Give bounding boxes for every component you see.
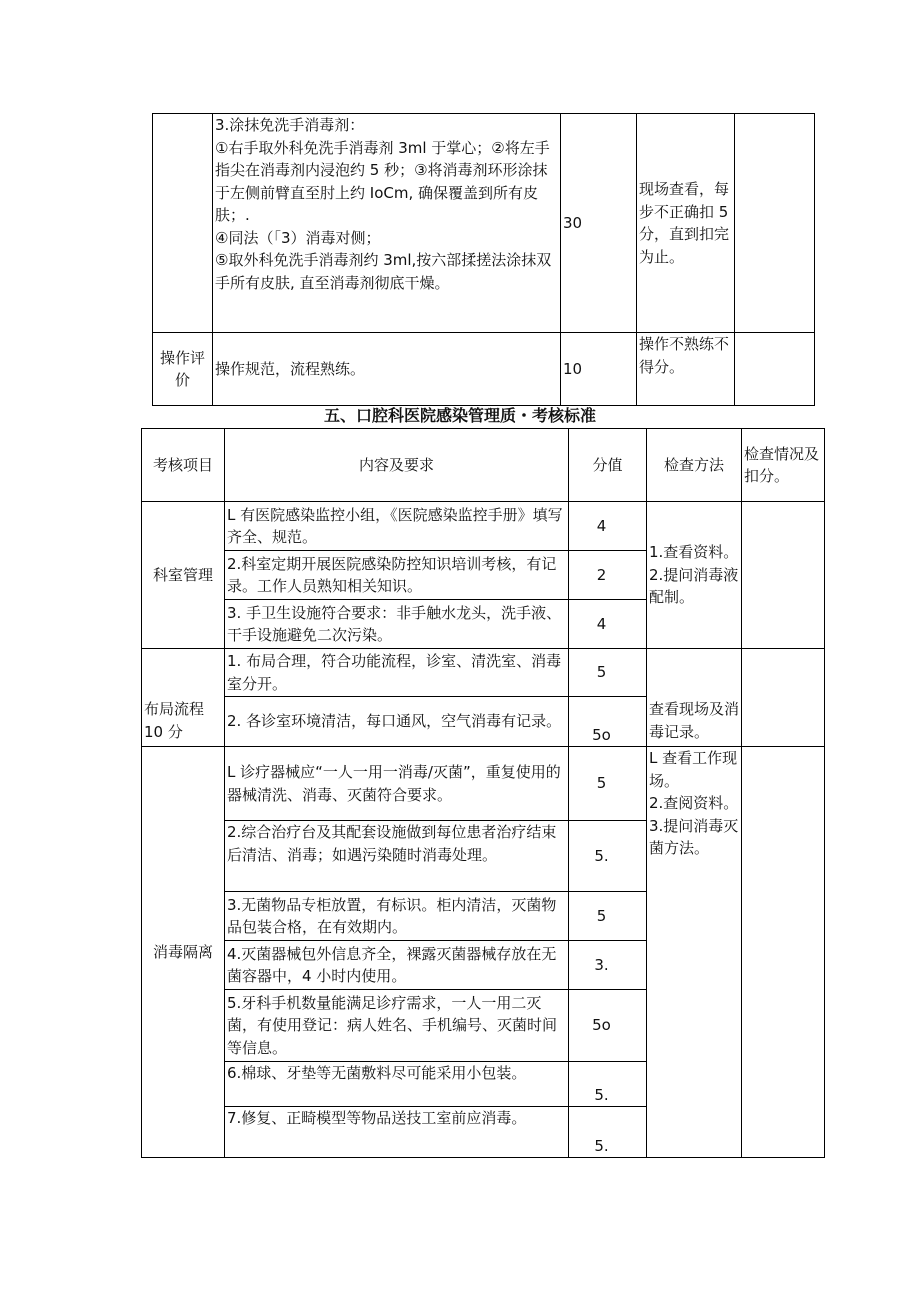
content-cell: 2.综合治疗台及其配套设施做到每位患者治疗结束后清洁、消毒；如遇污染随时消毒处理。: [225, 821, 569, 892]
score-cell: 2: [569, 551, 647, 600]
method-cell: [647, 502, 742, 649]
score-cell: 5o: [569, 990, 647, 1062]
score-cell: 30: [561, 114, 637, 333]
item-cell: [153, 114, 213, 333]
content-cell: 6.棉球、牙垫等无菌敷料尽可能采用小包装。: [225, 1062, 569, 1107]
score-cell: 5.: [569, 1062, 647, 1107]
content-cell: 4.灭菌器械包外信息齐全，裸露灭菌器械存放在无菌容器中，4 小时内使用。: [225, 941, 569, 990]
header-method: 检查方法: [647, 429, 742, 502]
score-cell: 5.: [569, 821, 647, 892]
score-cell: 5: [569, 649, 647, 697]
item-cell: 操作评价: [153, 333, 213, 406]
content-cell: 3.无菌物品专柜放置，有标识。柜内清洁，灭菌物品包装合格，在有效期内。: [225, 892, 569, 941]
table-hand-disinfection: [152, 113, 815, 406]
result-cell: [742, 502, 825, 649]
table-row: [142, 649, 825, 697]
score-cell: 5o: [569, 697, 647, 747]
method-cell: [647, 649, 742, 747]
item-cell: 布局流程 10 分: [142, 649, 225, 747]
method-line: 1.查看资料。: [649, 543, 739, 562]
method-line: 查看现场及消毒记录。: [649, 700, 740, 741]
content-cell: L 诊疗器械应“一人一用一消毒/灭菌”，重复使用的器械清洗、消毒、灭菌符合要求。: [225, 747, 569, 821]
content-cell: 1. 布局合理，符合功能流程，诊室、清洗室、消毒室分开。: [225, 649, 569, 697]
content-cell: 5.牙科手机数量能满足诊疗需求，一人一用二灭菌，有使用登记：病人姓名、手机编号、灭菌时间等信息。: [225, 990, 569, 1062]
header-score: 分值: [569, 429, 647, 502]
table-row: [142, 502, 825, 551]
content-line: ④同法（「3）消毒对侧；: [215, 228, 381, 247]
content-line: ⑤取外科免洗手消毒剂约 3ml,按六部揉搓法涂抹双手所有皮肤, 直至消毒剂彻底干燥。: [215, 251, 552, 292]
method-line: 2.查阅资料。: [649, 794, 739, 812]
score-cell: 4: [569, 600, 647, 649]
score-cell: 3.: [569, 941, 647, 990]
section-title: 五、口腔科医院感染管理质・考核标准: [323, 406, 596, 425]
content-cell: 操作规范，流程熟练。: [213, 333, 561, 406]
table-row: [153, 114, 815, 333]
header-item: 考核项目: [142, 429, 225, 502]
content-line: ①右手取外科免洗手消毒剂 3ml 于掌心；②将左手指尖在消毒剂内浸泡约 5 秒；③将消毒剂环形涂抹于左侧前臂直至肘上约 IoCm, 确保覆盖到所有皮肤；.: [215, 138, 550, 224]
item-cell: 消毒隔离: [142, 747, 225, 1158]
item-cell: 科室管理: [142, 502, 225, 649]
content-cell: 2.科室定期开展医院感染防控知识培训考核，有记录。工作人员熟知相关知识。: [225, 551, 569, 600]
content-cell: 7.修复、正畸模型等物品送技工室前应消毒。: [225, 1107, 569, 1158]
method-cell: 操作不熟练不得分。: [637, 333, 735, 406]
header-content: 内容及要求: [225, 429, 569, 502]
table-row: [142, 747, 825, 821]
method-cell: 现场查看，每步不正确扣 5 分，直到扣完为止。: [637, 114, 735, 333]
result-cell: [735, 114, 815, 333]
result-cell: [735, 333, 815, 406]
header-row: [142, 429, 825, 502]
method-cell: [647, 747, 742, 1158]
score-cell: 10: [561, 333, 637, 406]
score-cell: 4: [569, 502, 647, 551]
content-cell: 2. 各诊室环境清洁，每口通风，空气消毒有记录。: [225, 697, 569, 747]
header-result: 检查情况及扣分。: [742, 429, 825, 502]
score-cell: 5.: [569, 1107, 647, 1158]
content-cell: 3. 手卫生设施符合要求：非手触水龙头，洗手液、干手设施避免二次污染。: [225, 600, 569, 649]
result-cell: [742, 649, 825, 747]
result-cell: [742, 747, 825, 1158]
content-line: 3.涂抹免洗手消毒剂：: [215, 116, 365, 134]
table-row: [153, 333, 815, 406]
method-line: 2.提问消毒液配制。: [649, 565, 739, 607]
method-line: 3.提问消毒灭菌方法。: [649, 816, 739, 857]
score-cell: 5: [569, 892, 647, 941]
method-line: L 查看工作现场。: [649, 749, 738, 790]
score-cell: 5: [569, 747, 647, 821]
content-cell: L 有医院感染监控小组，《医院感染监控手册》填写齐全、规范。: [225, 502, 569, 551]
table-oral-infection-standard: [141, 428, 825, 1158]
content-cell: [213, 114, 561, 333]
